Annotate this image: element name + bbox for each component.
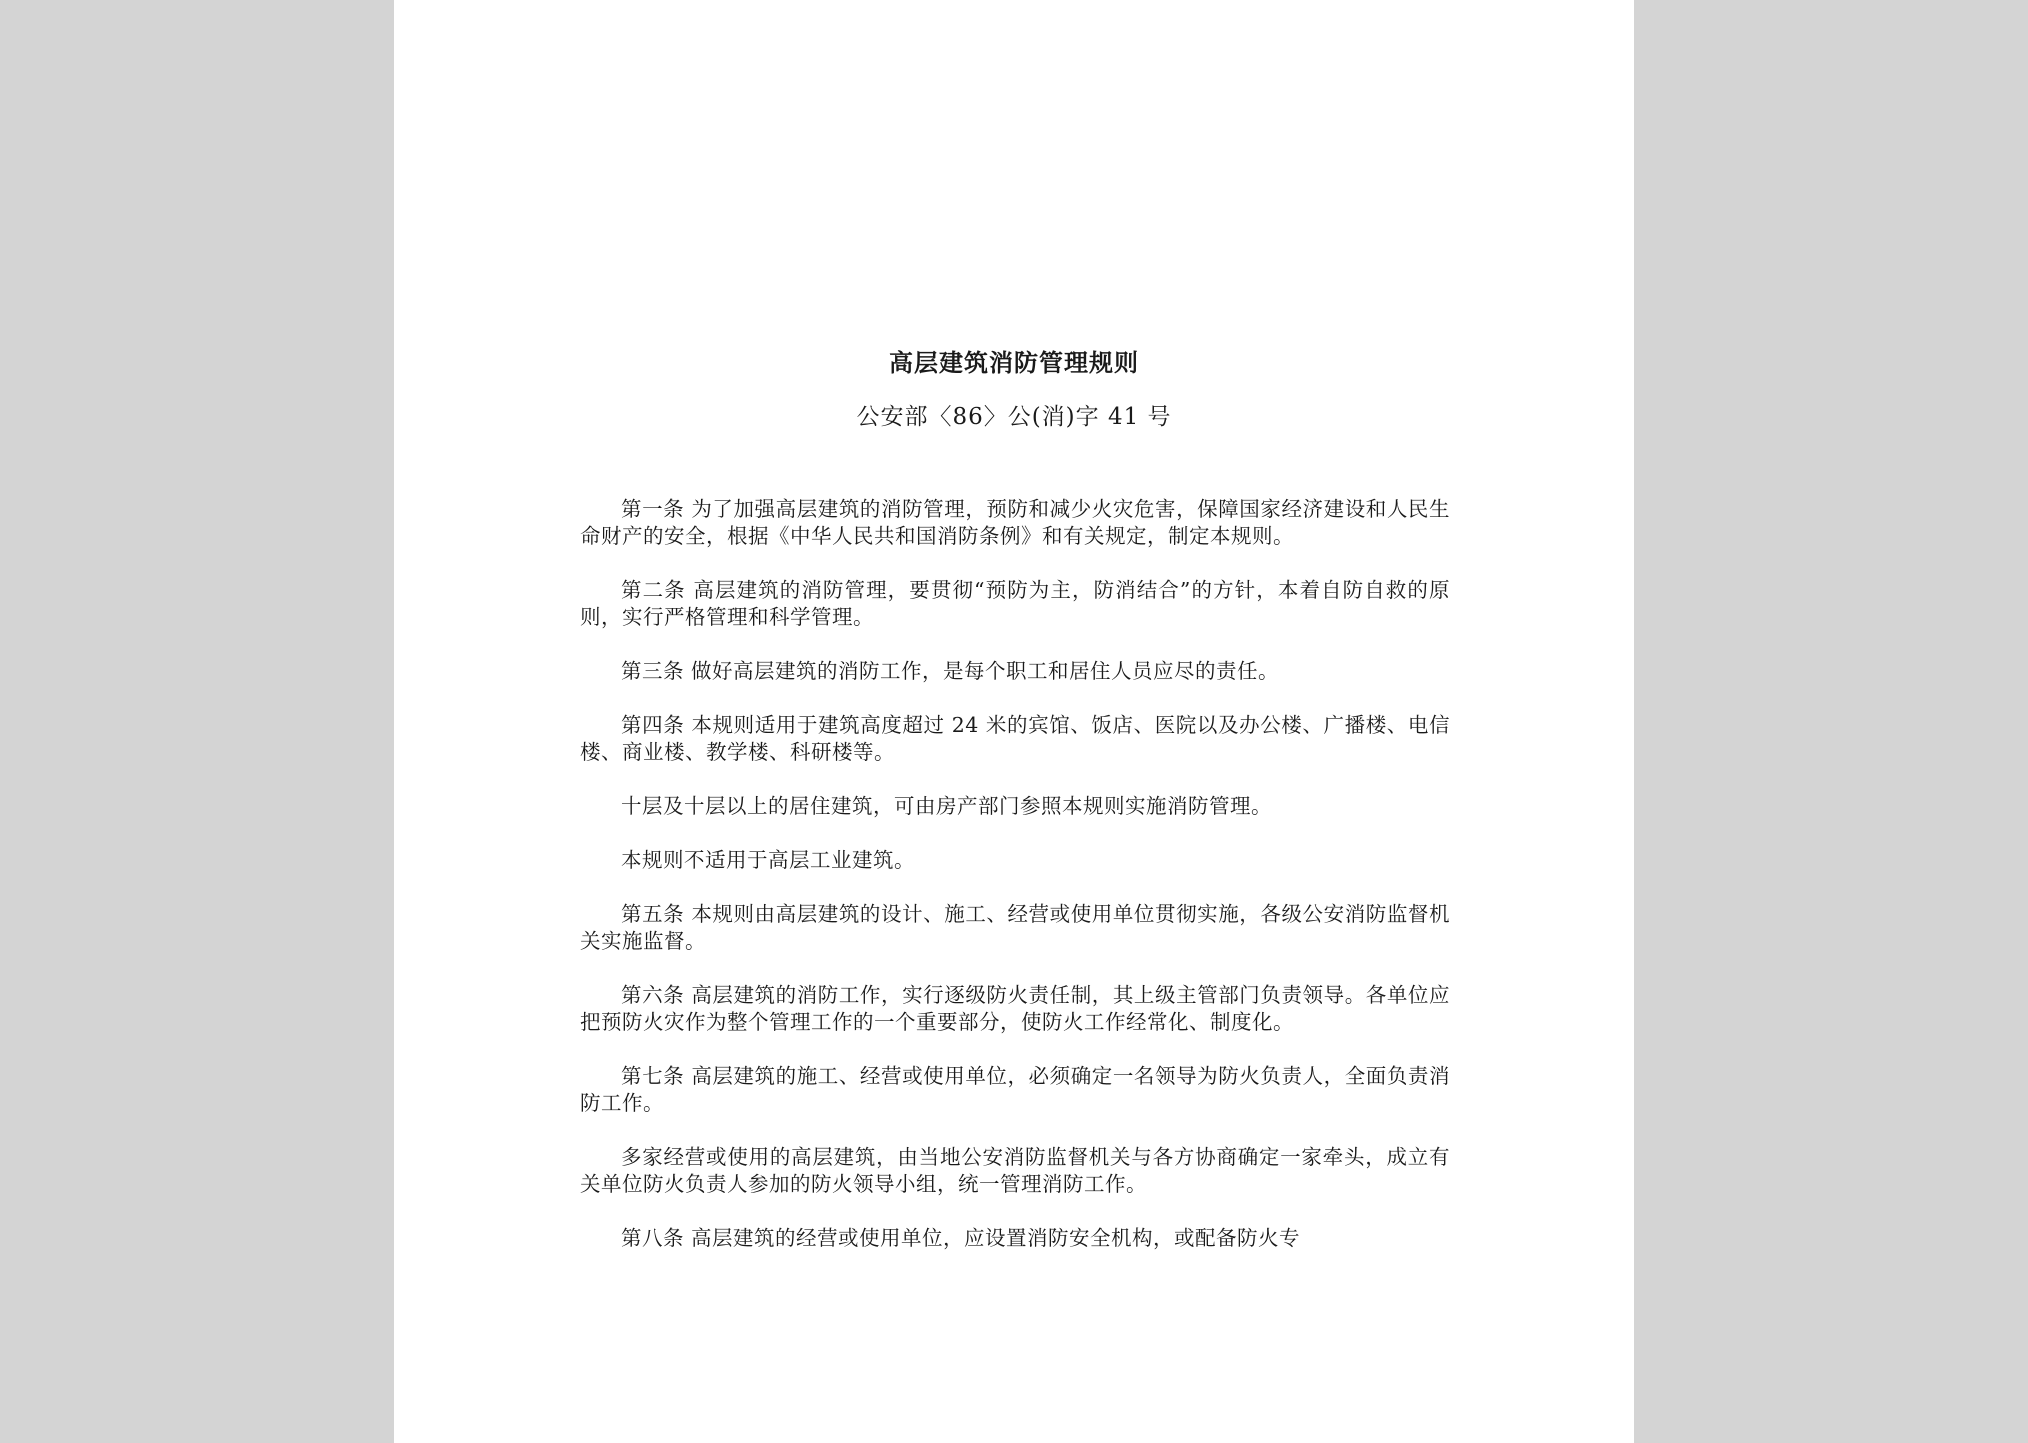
- document-page: [394, 0, 1634, 1443]
- paragraph-article-6: 第六条 高层建筑的消防工作，实行逐级防火责任制，其上级主管部门负责领导。各单位应把预防火灾作为整个管理工作的一个重要部分，使防火工作经常化、制度化。: [580, 983, 1450, 1034]
- document-title: 高层建筑消防管理规则: [889, 348, 1139, 377]
- document-body: [580, 496, 1450, 1279]
- paragraph-article-5: 第五条 本规则由高层建筑的设计、施工、经营或使用单位贯彻实施，各级公安消防监督机关实施监督。: [580, 902, 1450, 953]
- document-number: 公安部〈86〉公(消)字 41 号: [856, 404, 1172, 430]
- paragraph-article-4-exclusion: 本规则不适用于高层工业建筑。: [621, 848, 915, 872]
- paragraph-article-8: 第八条 高层建筑的经营或使用单位，应设置消防安全机构，或配备防火专: [621, 1226, 1301, 1250]
- paragraph-article-4: 第四条 本规则适用于建筑高度超过 24 米的宾馆、饭店、医院以及办公楼、广播楼、电信楼、商业楼、教学楼、科研楼等。: [580, 713, 1450, 764]
- paragraph-article-3: 第三条 做好高层建筑的消防工作，是每个职工和居住人员应尽的责任。: [621, 659, 1280, 683]
- paragraph-article-7: 第七条 高层建筑的施工、经营或使用单位，必须确定一名领导为防火负责人，全面负责消防工作。: [580, 1064, 1450, 1115]
- paragraph-article-2: 第二条 高层建筑的消防管理，要贯彻“预防为主，防消结合”的方针，本着自防自救的原则，实行严格管理和科学管理。: [580, 578, 1450, 629]
- paragraph-article-7-shared: 多家经营或使用的高层建筑，由当地公安消防监督机关与各方协商确定一家牵头，成立有关单位防火负责人参加的防火领导小组，统一管理消防工作。: [580, 1145, 1450, 1196]
- paragraph-article-1: 第一条 为了加强高层建筑的消防管理，预防和减少火灾危害，保障国家经济建设和人民生命财产的安全，根据《中华人民共和国消防条例》和有关规定，制定本规则。: [580, 497, 1450, 548]
- paragraph-article-4-residential: 十层及十层以上的居住建筑，可由房产部门参照本规则实施消防管理。: [621, 794, 1272, 818]
